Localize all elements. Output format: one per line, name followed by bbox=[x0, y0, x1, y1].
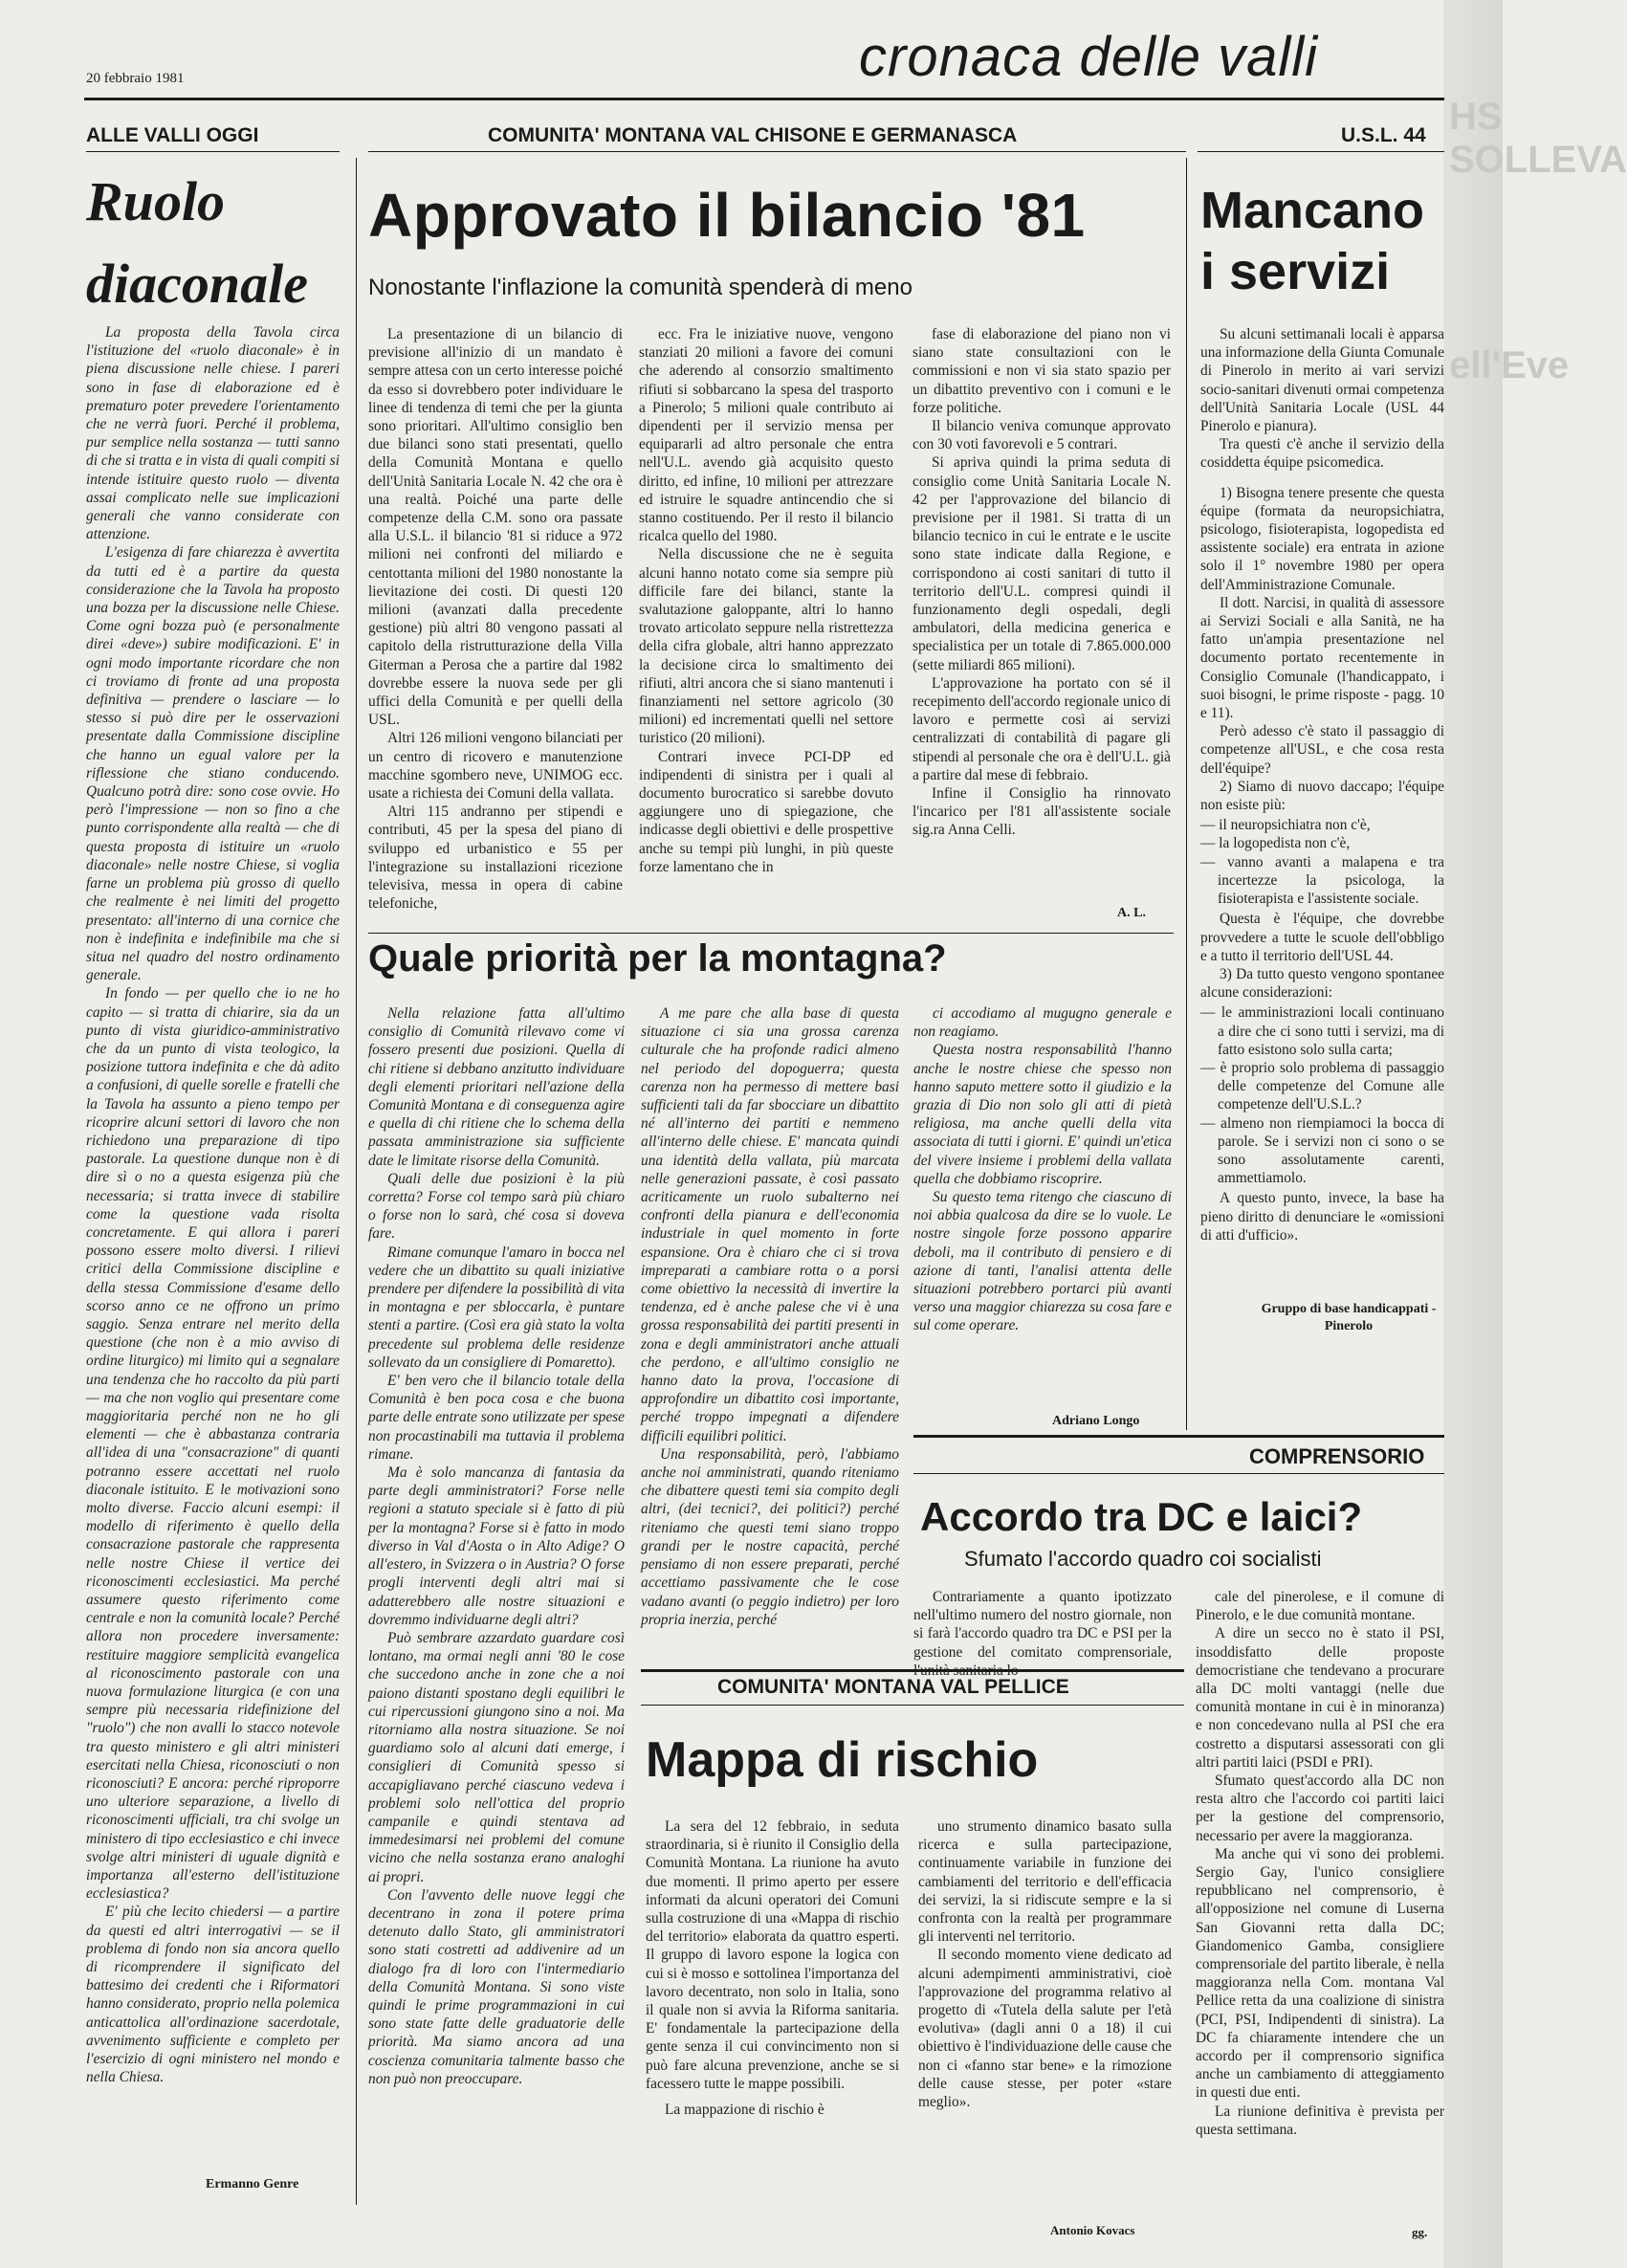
divider bbox=[913, 1435, 1444, 1438]
paragraph: 1) Bisogna tenere presente che questa équipe (formata da neuropsichiatra, psicologo, fisioterapista, logopedista ed assistente sociale) era entrata in azione solo il 1° novembre 1980 per opera dell'Amministrazione Comunale. bbox=[1200, 484, 1444, 593]
masthead: cronaca delle valli bbox=[859, 26, 1319, 88]
article-body-montagna-col1 bbox=[368, 1004, 625, 2257]
paragraph: Una responsabilità, però, l'abbiamo anche noi amministrati, quando riteniamo che dibattere questi temi sia compito degli altri, (dei tecnici?, dei politici?) perché riteniamo che questi temi siano troppo grandi per le nostre capacità, perché pensiamo di non essere preparati, perché accettiamo passivamente che le cose vadano avanti (o peggio indietro) per loro propria inerzia, perché bbox=[641, 1445, 899, 1628]
paragraph: 3) Da tutto questo vengono spontanee alcune considerazioni: bbox=[1200, 965, 1444, 1002]
author-bilancio: A. L. bbox=[1117, 906, 1146, 920]
paragraph: Sfumato quest'accordo alla DC non resta altro che l'accordo coi partiti laici per la gestione del comprensorio, necessario per avere la maggioranza. bbox=[1196, 1773, 1444, 1844]
article-title-accordo: Accordo tra DC e laici? bbox=[920, 1494, 1363, 1539]
paragraph: La proposta della Tavola circa l'istituzione del «ruolo diaconale» è in piena discussione nelle chiese. I pareri sono in fase di elaborazione ed è prematuro poter prevedere l'orientamento che ne verrà fuori. Perché il problema, pur semplice nella sostanza — tutti sanno di che si tratta e in vista di quali compiti si intende istituire questo ruolo — diventa assai complicato nelle sue implicazioni generali che vanno considerate con attenzione. bbox=[86, 324, 340, 543]
paragraph: fase di elaborazione del piano non vi siano state consultazioni con le commissioni e non vi sia stato spazio per un dibattito preventivo con i comuni e le forze politiche. bbox=[912, 326, 1171, 416]
divider bbox=[913, 1473, 1444, 1474]
paragraph: Su alcuni settimanali locali è apparsa una informazione della Giunta Comunale di Pinerolo in merito ai vari servizi socio-sanitari divenuti ormai competenza dell'Unità Sanitaria Locale (USL 44 Pinerolo e pianura). bbox=[1200, 326, 1444, 435]
paragraph: Contrari invece PCI-DP ed indipendenti di sinistra per i quali al documento burocratico si sarebbe dovuto aggiungere uno di spiegazione, che indicasse degli obiettivi e delle prospettive anche su tempi più lunghi, in più queste forze lamentano che in bbox=[639, 748, 893, 875]
article-title-montagna: Quale priorità per la montagna? bbox=[368, 937, 947, 980]
article-body-bilancio-col2 bbox=[639, 325, 893, 928]
column-rule bbox=[1186, 158, 1187, 1430]
paragraph: L'esigenza di fare chiarezza è avvertita da tutti ed è a partire da questa considerazione che la Tavola ha proposto una bozza per la discussione nelle Chiese. Come ogni bozza può (e personalmente direi «deve») subire modificazioni. E' in ogni modo importante ricordare che non ci troviamo di fronte ad una proposta definitiva — prendere o lasciare — lo stesso si può dire per le osservazioni presentate dalla Commissione discipline che hanno un egual valore per la riflessione che stiano conducendo. Qualcuno potrà dire: sono cose ovvie. Ho però l'impressione — non so fino a che punto corrispondente alla realtà — che di questa proposta di istituire un «ruolo diaconale» nelle nostre Chiese, si voglia farne un problema più grosso di quello che realmente è nei limiti del progetto presentato: all'interno di una cornice che non è indefinita e indefinibile ma che si situa nel quadro del nostro ordinamento generale. bbox=[86, 544, 340, 984]
edge-fragment: ell'Eve bbox=[1449, 344, 1570, 386]
paragraph: ecc. Fra le iniziative nuove, vengono stanziati 20 milioni a favore dei comuni che aderendo al consorzio smaltimento rifiuti si sobbarcano la spesa del trasporto a Pinerolo; 5 milioni quale contributo ai dipendenti per il servizio mensa per equipararli ad altro personale che entra nell'U.L. avendo già acquisito questo diritto, ed infine, 10 milioni per attrezzare ed istruire le squadre antincendio che si stanno costituendo. Per il resto il bilancio ricalca quello del 1980. bbox=[639, 326, 893, 545]
article-subtitle-bilancio: Nonostante l'inflazione la comunità spenderà di meno bbox=[368, 275, 912, 300]
list-item: — vanno avanti a malapena e tra incertezze la psicologa, la fisioterapista e l'assistente sociale. bbox=[1200, 853, 1444, 909]
paragraph: Questa è l'équipe, che dovrebbe provvedere a tutte le scuole dell'obbligo e a tutto il territorio dell'USL 44. bbox=[1200, 911, 1444, 964]
article-title-ruolo: Ruolo diaconale bbox=[86, 170, 308, 315]
paragraph: E' ben vero che il bilancio totale della Comunità è ben poca cosa e che buona parte delle entrate sono utilizzate per spese non procastinabili ma tuttavia il problema rimane. bbox=[368, 1373, 625, 1463]
section-label-usl: U.S.L. 44 bbox=[1341, 124, 1426, 146]
paragraph: Ma è solo mancanza di fantasia da parte degli amministratori? Forse nelle regioni a statuto speciale si è fatto di più per la montagna? Forse si è fatto in modo diverso in Val d'Aosta o in Alto Adige? O all'estero, in Svizzera o in Austria? O forse progli interventi degli altri mai si adatterebbero alle nostre situazioni e dovremmo individuarne degli altri? bbox=[368, 1464, 625, 1628]
paragraph: Il bilancio veniva comunque approvato con 30 voti favorevoli e 5 contrari. bbox=[912, 418, 1171, 453]
paragraph: Questa nostra responsabilità l'hanno anche le nostre chiese che spesso non hanno saputo mettere sotto il giudizio e la grazia di Dio non solo gli atti di pietà religiosa, ma anche quelli della vita associata di tutti i giorni. E' quindi un'etica del vivere insieme i problemi della vallata quella che dobbiamo riscoprire. bbox=[913, 1042, 1172, 1187]
article-body-montagna-col3 bbox=[913, 1004, 1172, 1464]
paragraph: 2) Siamo di nuovo daccapo; l'équipe non esiste più: bbox=[1200, 778, 1444, 814]
paragraph: Tra questi c'è anche il servizio della cosiddetta équipe psicomedica. bbox=[1200, 436, 1444, 472]
paragraph: Infine il Consiglio ha rinnovato l'incarico per l'81 all'assistente sociale sig.ra Anna Celli. bbox=[912, 785, 1171, 839]
paragraph: La riunione definitiva è prevista per questa settimana. bbox=[1196, 2103, 1444, 2138]
paragraph: A questo punto, invece, la base ha pieno diritto di denunciare le «omissioni di atti d'ufficio». bbox=[1200, 1190, 1444, 1244]
divider bbox=[641, 1705, 1184, 1706]
section-label-comprensorio: COMPRENSORIO bbox=[1249, 1444, 1425, 1468]
divider bbox=[641, 1669, 1184, 1672]
article-body-mappa-col2 bbox=[918, 1817, 1172, 2191]
divider bbox=[368, 933, 1174, 934]
paragraph: Si apriva quindi la prima seduta di consiglio come Unità Sanitaria Locale N. 42 per l'approvazione del bilancio di previsione per il 1981. Si tratta di un bilancio tecnico in cui le entrate e le uscite sono state indicate dalla Regione, e corrispondono ai costi sanitari di tutto il territorio dell'U.L. compresi quindi il funzionamento degli ospedali, degli ambulatori, della medicina generica e specialistica per un totale di 7.865.000.000 (sette miliardi 865 milioni). bbox=[912, 454, 1171, 673]
paragraph: cale del pinerolese, e il comune di Pinerolo, e le due comunità montane. bbox=[1196, 1589, 1444, 1624]
article-body-bilancio-col3 bbox=[912, 325, 1171, 907]
issue-date: 20 febbraio 1981 bbox=[86, 71, 185, 86]
missing-staff-list bbox=[1200, 816, 1444, 908]
edge-fragment: HS SOLLEVA bbox=[1449, 96, 1627, 181]
paragraph: Il secondo momento viene dedicato ad alcuni adempimenti amministrativi, cioè l'approvazione del programma relativo al progetto di «Tutela della salute per l'età evolutiva» (dagli anni 0 a 18) il cui obiettivo è l'individuazione delle cause che non ci «fanno star bene» e la rimozione delle cause stesse, per poter «stare meglio». bbox=[918, 1947, 1172, 2111]
paragraph: A dire un secco no è stato il PSI, insoddisfatto delle proposte democristiane che tendevano a procurare alla DC molti vantaggi (nelle due comunità montane in cui è in minoranza) e non concedevano nulla al PSI che era costretto a disputarsi assessorati con gli altri partiti laici (PSDI e PRI). bbox=[1196, 1625, 1444, 1771]
list-item: — il neuropsichiatra non c'è, bbox=[1200, 816, 1444, 834]
column-rule bbox=[356, 158, 357, 2205]
paragraph: In fondo — per quello che io ne ho capito — si tratta di chiarire, sia da un punto di vista giuridico-amministrativo che da un punto di vista teologico, la posizione tuttora indefinita e che dà adito a confusioni, di quelle sorelle e fratelli che la Tavola ha assunto a pieno tempo per ricoprire alcuni settori di lavoro che non richiedono una preparazione di tipo pastorale. La questione dunque non è di dire sì o no a questa esigenza più che necessaria; si tratta invece di stabilire come la questione vada risolta concretamente. E qui allora i pareri possono essere molto diversi. I rilievi critici della Commissione discipline e della stessa Commissione d'esame dello scorso anno ce ne offrono un primo saggio. Senza entrare nel merito della questione (che non è a mio avviso di ordine liturgico) mi limito qui a segnalare una tendenza che ho raccolto da più parti — ma che non voglio qui presentare come maggioritaria perché non ne ho gli elementi — che è abbastanza contraria all'idea di una "consacrazione" di quanti potranno essere accettati nel ruolo diaconale istituito. E le motivazioni sono molto diverse. Faccio alcuni esempi: il modello di riferimento è quello della consacrazione pastorale che rappresenta nelle nostre Chiese il vertice dei riconoscimenti ecclesiastici. Ma perché assumere questo riferimento come centrale e non la comunità locale? Perché allora non procedere inversamente: restituire maggiore semplicità evangelica al riconoscimento pastorale con una nuova formulazione liturgica (e con una sempre più necessaria ridefinizione del "ruolo") che non avalli lo stacco notevole tra questo ministero e gli altri ministeri esercitati nella Chiesa, riconosciuti o non riconosciuti? E ancora: perché riproporre uno ulteriore separazione, a livello di riconoscimenti ufficiali, tra chi svolge un ministero di tipo ecclesiastico e chi invece svolge altri ministeri di uguale dignità e importanza all'esterno dell'istituzione ecclesiastica? bbox=[86, 985, 340, 1903]
article-body-accordo-col2 bbox=[1196, 1588, 1444, 2214]
paragraph: Può sembrare azzardato guardare così lontano, ma ormai negli anni '80 le cose che succedono anche in zone che a noi paiono distanti spostano degli equilibri le cui ripercussioni giungono sino a noi. Ma ritorniamo alla nostra situazione. Se noi guardiamo solo al alcuni dati emerge, i consiglieri di Comunità spesso si accapigliavano perché ciascuno vedeva i problemi solo nell'ottica del proprio campanile e quindi stentava ad immedesimarsi nei problemi del comune vicino che nella sostanza erano analoghi ai propri. bbox=[368, 1629, 625, 1885]
paragraph: A me pare che alla base di questa situazione ci sia una grossa carenza culturale che ha profonde radici almeno nel periodo del dopoguerra; questa carenza non ha permesso di mettere basi sufficienti tali da far sbocciare un dibattito né all'interno dei partiti e nemmeno all'interno delle chiese. E' mancata quindi una identità della vallata, più marcata nelle generazioni passate, è così passato acriticamente un ruolo subalterno nei confronti della pianura e dell'economia industriale in quel momento in forte espansione. Ora è chiaro che ci si trova impreparati a cambiare rotta o a porsi come obiettivo la necessità di invertire la tendenza, ed è anche palese che vi è una grossa responsabilità dei partiti presenti in zona e degli amministratori anche attuali che perdono, e all'ultimo consiglio ne hanno dato la prova, l'occasione di approfondire un dibattito così importante, perché troppo impegnati a difendere difficili equilibri politici. bbox=[641, 1005, 899, 1444]
paragraph: Con l'avvento delle nuove leggi che decentrano in zona il potere prima detenuto dallo Stato, gli amministratori sono stati costretti ad addivenire ad un dialogo fra di loro con l'intermediario della Comunità Montana. Si sono viste quindi le prime programmazioni in cui sono state fatte delle graduatorie delle priorità. Ma siamo ancora ad una coscienza comunitaria talmente basso che non può non preoccupare. bbox=[368, 1886, 625, 2087]
paragraph: Altri 115 andranno per stipendi e contributi, 45 per la spesa del piano di sviluppo ed urbanistico e 55 per l'integrazione su installazioni ricezione televisiva, messa in opera di cabine telefoniche, bbox=[368, 804, 623, 913]
masthead-rule bbox=[84, 98, 1444, 100]
paragraph: Rimane comunque l'amaro in bocca nel vedere che un dibattito su quali iniziative prendere per difendere la possibilità di vita in montagna e per sbloccarla, è puntare stenti a partire. (Così era già stato la volta precedente sul problema delle residenze sollevato da un consigliere di Pomaretto). bbox=[368, 1244, 625, 1371]
article-title-mappa: Mappa di rischio bbox=[646, 1732, 1039, 1788]
divider bbox=[86, 151, 340, 152]
paragraph: Altri 126 milioni vengono bilanciati per un centro di ricovero e manutenzione macchine sgombero neve, UNIMOG ecc. usate a richiesta dei Comuni della vallata. bbox=[368, 730, 623, 803]
section-label-pellice: COMUNITA' MONTANA VAL PELLICE bbox=[717, 1676, 1069, 1698]
list-item: — almeno non riempiamoci la bocca di parole. Se i servizi non ci sono o se sono assolutamente carenti, ammettiamolo. bbox=[1200, 1114, 1444, 1188]
paragraph: ci accodiamo al mugugno generale e non reagiamo. bbox=[913, 1005, 1172, 1041]
paragraph: E' più che lecito chiedersi — a partire da questi ed altri interrogativi — se il problema di fondo non sia ancora quello di ricomprendere il significato del battesimo dei credenti che i Riformatori hanno considerato, proprio nella polemica anticattolica all'ordinazione sacerdotale, avvenimento sufficiente e completo per l'esercizio di ogni ministero nel mondo e nella Chiesa. bbox=[86, 1904, 340, 2086]
article-body-ruolo bbox=[86, 323, 340, 2168]
paragraph: La mappazione di rischio è bbox=[665, 2102, 824, 2119]
article-body-servizi bbox=[1200, 325, 1444, 1291]
paragraph: L'approvazione ha portato con sé il recepimento dell'accordo regionale unico di lavoro e permette così ai servizi centralizzati di contabilità di pagare gli stipendi al personale che ora è dell'U.L. già a partire dal mese di febbraio. bbox=[912, 674, 1171, 783]
author-accordo: gg. bbox=[1412, 2225, 1428, 2239]
author-ruolo: Ermanno Genre bbox=[206, 2177, 299, 2191]
paragraph: Quali delle due posizioni è la più corretta? Forse col tempo sarà più chiaro o forse non lo sarà, ché cosa si doveva fare. bbox=[368, 1170, 625, 1243]
adjacent-page-edge bbox=[1443, 0, 1627, 2268]
paragraph: Ma anche qui vi sono dei problemi. Sergio Gay, l'unico consigliere repubblicano nel comprensorio, è all'opposizione nel comune di Luserna San Giovanni retta dalla DC; Giandomenico Gamba, consigliere comprensoriale del partito liberale, è nella maggioranza nella Com. montana Val Pellice retta da una coalizione di sinistra (PCI, PSI, Indipendenti di sinistra). La DC fa chiaramente intendere che un accordo per il comprensorio significa anche un cambiamento di atteggiamento in questi due enti. bbox=[1196, 1845, 1444, 2102]
section-label-chisone: COMUNITA' MONTANA VAL CHISONE E GERMANASCA bbox=[488, 124, 1018, 146]
article-title-bilancio: Approvato il bilancio '81 bbox=[368, 181, 1086, 250]
author-servizi: Gruppo di base handicappati - Pinerolo bbox=[1261, 1302, 1437, 1333]
article-body-montagna-col2 bbox=[641, 1004, 899, 1628]
divider bbox=[1198, 151, 1444, 152]
paragraph: Nella discussione che ne è seguita alcuni hanno notato come sia sempre più difficile fare dei bilanci, stante la svalutazione galoppante, altri lo hanno trovato articolato seppure nella ristrettezza della cifra globale, altri hanno apprezzato la decisione circa lo smaltimento dei rifiuti, altri ancora che si siano mantenuti i finanziamenti nel settore agricolo (30 milioni) ed incrementati quelli nel settore turistico (20 milioni). bbox=[639, 546, 893, 747]
paragraph: Il dott. Narcisi, in qualità di assessore ai Servizi Sociali e alla Sanità, ne ha fatto un'ampia presentazione nel documento portato recentemente in Consiglio Comunale (l'handicappato, i suoi bisogni, le prime risposte - pagg. 10 e 11). bbox=[1200, 594, 1444, 722]
author-mappa: Antonio Kovacs bbox=[1050, 2223, 1135, 2237]
paragraph: Contrariamente a quanto ipotizzato nell'ultimo numero del nostro giornale, non si farà l'accordo quadro tra DC e PSI per la gestione del comitato comprensoriale, bbox=[913, 1589, 1172, 1661]
author-montagna: Adriano Longo bbox=[1052, 1414, 1140, 1428]
article-body-bilancio-col1 bbox=[368, 325, 623, 928]
article-body-mappa-col1 bbox=[646, 1817, 899, 2229]
list-item: — la logopedista non c'è, bbox=[1200, 834, 1444, 852]
paragraph: La sera del 12 febbraio, in seduta straordinaria, si è riunito il Consiglio della Comunità Montana. La riunione ha avuto due momenti. Il primo aperto per essere informati da alcuni operatori dei Comuni sulla costruzione di una «Mappa di rischio del territorio» elaborata da quattro esperti. Il gruppo di lavoro espone la logica con cui si è mosso e sottolinea l'importanza del lavoro decentrato, non solo in Italia, sono il quale non si avvia la Riforma sanitaria. E' fondamentale la partecipazione della gente senza il cui convincimento non si può fare alcuna prevenzione, anche se si facessero tutte le mappe possibili. bbox=[646, 1818, 899, 2092]
paragraph: uno strumento dinamico basato sulla ricerca e sulla partecipazione, continuamente variabile in funzione dei cambiamenti del territorio e dell'efficacia dei servizi, la si ridiscute sempre e la si confronta con la realtà per programmare gli interventi nel territorio. bbox=[918, 1818, 1172, 1946]
list-item: — è proprio solo problema di passaggio delle competenze del Comune alle competenze dell'U.S.L.? bbox=[1200, 1059, 1444, 1114]
article-title-servizi: Mancano i servizi bbox=[1200, 182, 1425, 300]
article-subtitle-accordo: Sfumato l'accordo quadro coi socialisti bbox=[964, 1547, 1322, 1571]
paragraph: La presentazione di un bilancio di previsione all'inizio di un mandato è sempre attesa con un certo interesse poiché da esso si dovrebbero poter individuare le linee di tendenza di temi che per la giunta sono prioritari. All'ultimo consiglio ben due bilanci sono stati presentati, quello della Comunità Montana e quello dell'Unità Sanitaria Locale N. 42 che ora è una realtà. Poiché una parte delle competenze della C.M. sono ora passate alla U.S.L. il bilancio '81 si riduce a 972 milioni nei confronti del miliardo e centottanta milioni del 1980 nonostante la lievitazione dei costi. Di questi 120 milioni (avanzati dalla precedente gestione) più altri 80 vengono passati al capitolo della ristrutturazione della Villa Giterman a Perosa che a partire dal 1982 dovrebbe essere la nuova sede per gli uffici della Comunità e per quelli della USL. bbox=[368, 326, 623, 729]
paragraph: Nella relazione fatta all'ultimo consiglio di Comunità rilevavo come vi fossero presenti due posizioni. Quella di chi ritiene si debbano anzitutto individuare degli elementi prioritari nell'azione della Comunità Montana e di conseguenza agire e quella di chi ritiene che lo schema della passata amministrazione sia sufficiente date le limitate risorse della Comunità. bbox=[368, 1005, 625, 1169]
section-label-alle-valli: ALLE VALLI OGGI bbox=[86, 124, 259, 146]
list-item: — le amministrazioni locali continuano a dire che ci sono tutti i servizi, ma di fatto esistono solo sulla carta; bbox=[1200, 1003, 1444, 1059]
paragraph: Però adesso c'è stato il passaggio di competenze all'USL, e che cosa resta dell'équipe? bbox=[1200, 723, 1444, 777]
considerations-list bbox=[1200, 1003, 1444, 1187]
paragraph: Su questo tema ritengo che ciascuno di noi abbia qualcosa da dire se lo vuole. Le nostre singole forze possono apparire deboli, ma il contributo di pensiero e di azione di tanti, l'analisi attenta delle situazioni potrebbero portarci più avanti verso una maggior chiarezza su cosa fare e sul come operare. bbox=[913, 1189, 1172, 1334]
divider bbox=[368, 151, 1186, 152]
